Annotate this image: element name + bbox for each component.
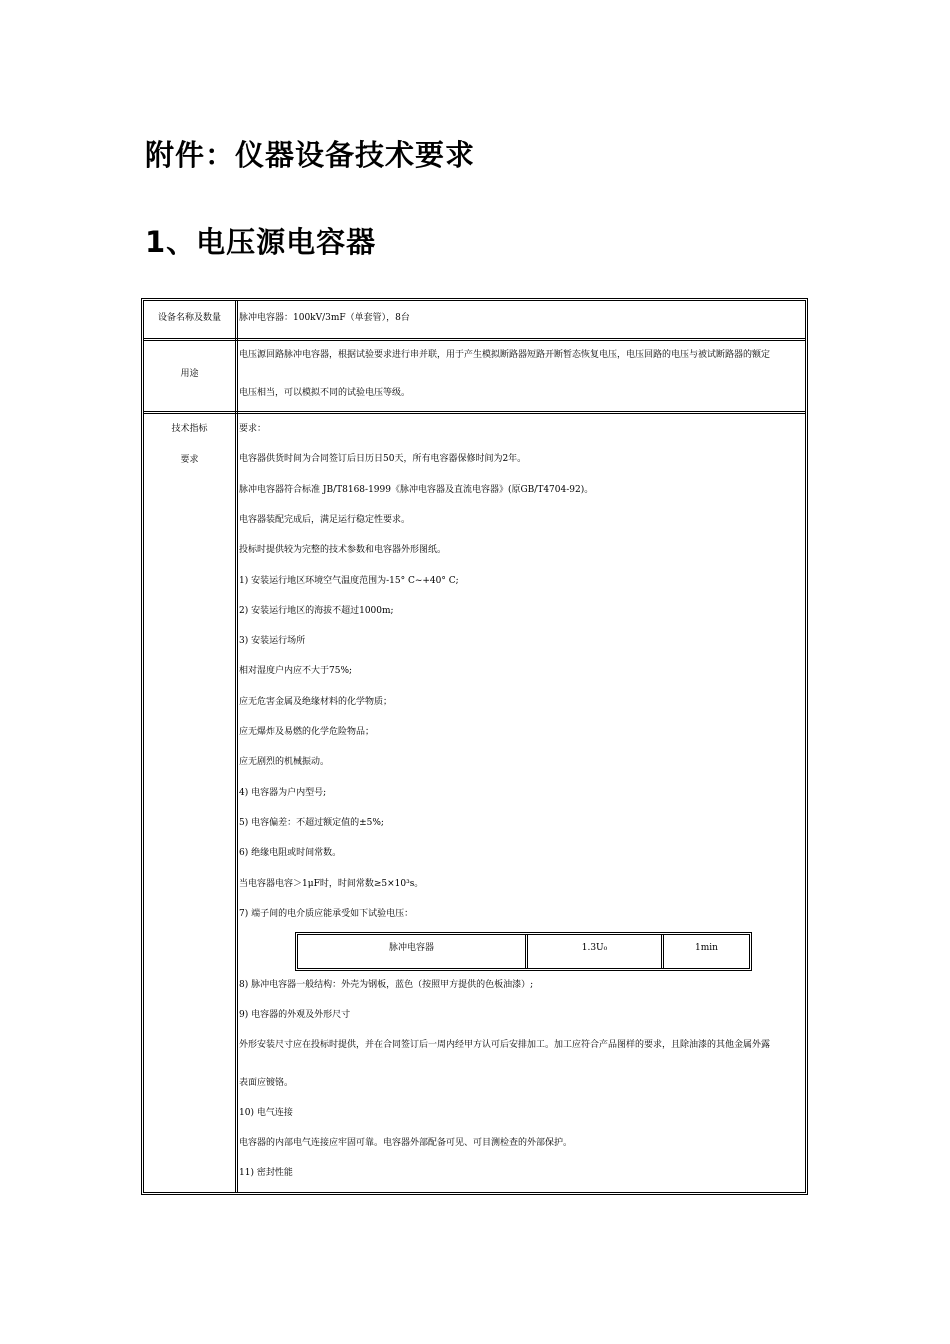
spec-table — [141, 298, 808, 1195]
usage-line: 电压相当，可以模拟不同的试验电压等级。 — [239, 388, 411, 398]
usage-label: 用途 — [180, 369, 199, 379]
tech-line: 脉冲电容器符合标准 JB/T8168-1999《脉冲电容器及直流电容器》(原GB/T4704-92)。 — [239, 485, 594, 495]
tech-line: 应无危害金属及绝缘材料的化学物质； — [239, 697, 393, 707]
tech-line: 电容器装配完成后，满足运行稳定性要求。 — [239, 515, 411, 525]
name-value: 脉冲电容器：100kV/3mF（单套管），8台 — [239, 313, 410, 323]
tech-line: 电容器的内部电气连接应牢固可靠。电容器外部配备可见、可目测检查的外部保护。 — [239, 1138, 573, 1148]
test-cell-duration: 1min — [695, 943, 718, 953]
tech-line: 应无爆炸及易燃的化学危险物品； — [239, 727, 375, 737]
name-label: 设备名称及数量 — [157, 313, 221, 323]
tech-line: 相对湿度户内应不大于75%; — [239, 666, 353, 676]
document-title: 附件：仪器设备技术要求 — [145, 138, 476, 172]
test-voltage-table — [295, 932, 752, 971]
tech-line: 1) 安装运行地区环境空气温度范围为-15° C~+40° C; — [239, 576, 459, 586]
tech-label-line2: 要求 — [180, 455, 199, 465]
section-heading: 1、电压源电容器 — [145, 225, 377, 259]
tech-line: 3) 安装运行场所 — [239, 636, 306, 646]
tech-line: 表面应镀铬。 — [239, 1078, 294, 1088]
tech-label-line1: 技术指标 — [171, 424, 208, 434]
tech-line: 7) 端子间的电介质应能承受如下试验电压： — [239, 909, 414, 919]
row-divider — [144, 411, 805, 414]
usage-line: 电压源回路脉冲电容器，根据试验要求进行串并联，用于产生模拟断路器短路开断暂态恢复电压，电压回路的电压与被试断路器的额定 — [239, 350, 771, 360]
test-cell-voltage: 1.3U₀ — [581, 943, 608, 953]
tech-line: 4) 电容器为户内型号; — [239, 788, 327, 798]
tech-line: 6) 绝缘电阻或时间常数。 — [239, 848, 342, 858]
column-divider — [235, 301, 238, 1192]
tech-line: 要求： — [239, 424, 267, 434]
tech-line: 9) 电容器的外观及外形尺寸 — [239, 1010, 351, 1020]
tech-line: 10) 电气连接 — [239, 1108, 293, 1118]
tech-line: 2) 安装运行地区的海拔不超过1000m; — [239, 606, 394, 616]
tech-line: 8) 脉冲电容器一般结构：外壳为钢板，蓝色（按照甲方提供的色板油漆）; — [239, 980, 534, 990]
tech-line: 电容器供货时间为合同签订后日历日50天，所有电容器保修时间为2年。 — [239, 454, 527, 464]
tech-line: 11) 密封性能 — [239, 1168, 293, 1178]
row-divider — [144, 338, 805, 341]
test-cell-item: 脉冲电容器 — [388, 943, 434, 953]
tech-line: 当电容器电容＞1μF时，时间常数≥5×10³s。 — [239, 879, 424, 889]
tech-line: 5) 电容偏差：不超过额定值的±5%; — [239, 818, 384, 828]
tech-line: 应无剧烈的机械振动。 — [239, 757, 330, 767]
tech-line: 投标时提供较为完整的技术参数和电容器外形图纸。 — [239, 545, 447, 555]
tech-line: 外形安装尺寸应在投标时提供，并在合同签订后一周内经甲方认可后安排加工。加工应符合产品图样的要求，且除油漆的其他金属外露 — [239, 1040, 771, 1050]
